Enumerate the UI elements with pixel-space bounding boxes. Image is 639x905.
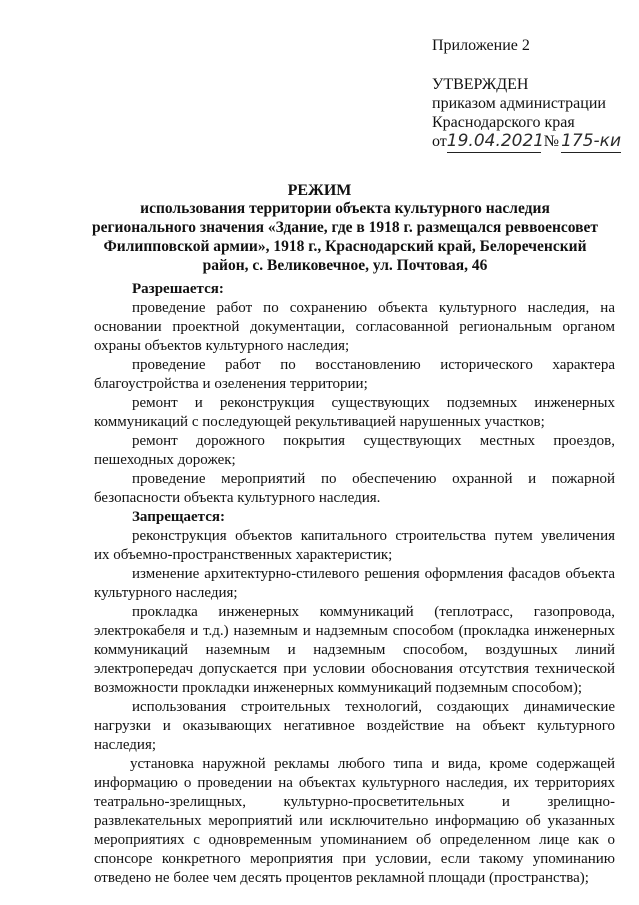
body-line: проведение работ по сохранению объекта культурного наследия, на: [132, 300, 615, 316]
body-line: безопасности объекта культурного наследия.: [94, 490, 381, 506]
date-number-line: [432, 131, 621, 153]
body-line: ремонт и реконструкция существующих подземных инженерных: [132, 395, 615, 411]
title-line-3: Филипповской армии», 1918 г., Краснодарский край, Белореченский: [103, 238, 587, 255]
body-line: отведено не более чем десять процентов рекламной площади (пространства);: [94, 870, 589, 886]
number-field: [561, 131, 621, 153]
body-line: нагрузки и оказывающих негативное воздействие на объект культурного: [94, 718, 615, 734]
body-line: театрально-зрелищных, культурно-просветительных и зрелищно-: [94, 794, 615, 810]
title-line-4: район, с. Великовечное, ул. Почтовая, 46: [202, 257, 488, 274]
body-line: ремонт дорожного покрытия существующих местных проездов,: [132, 433, 615, 449]
date-prefix: от: [432, 133, 447, 150]
body-line: пешеходных дорожек;: [94, 452, 236, 468]
body-line: охраны объектов культурного наследия;: [94, 338, 350, 354]
body-line: коммуникаций с последующей рекультивацией нарушенных участков;: [94, 414, 545, 430]
body-line: коммуникаций наземным и надземным способом, воздушных линий: [94, 642, 615, 658]
document-heading: РЕЖИМ: [287, 182, 352, 199]
body-line: благоустройства и озеленения территории;: [94, 376, 368, 392]
body-line: основании проектной документации, согласованной региональным органом: [94, 319, 615, 335]
handwritten-number: 175-ки: [561, 131, 621, 151]
body-line: мероприятиях с одновременным упоминанием об определенном лице как о: [94, 832, 615, 848]
body-line: информацию о проведении на объектах культурного наследия, их территориях: [94, 775, 615, 791]
body-line: прокладка инженерных коммуникаций (теплотрасс, газопровода,: [132, 604, 615, 620]
number-prefix: №: [543, 133, 560, 150]
handwritten-date: 19.04.2021: [446, 131, 545, 151]
date-field: [446, 131, 545, 153]
body-line: электрокабеля и т.д.) наземным и надземным способом (прокладка инженерных: [94, 623, 615, 639]
body-line: проведение работ по восстановлению исторического характера: [132, 357, 615, 373]
body-line: спонсоре конкретного мероприятия при условии, если такому упоминанию: [94, 851, 615, 867]
document-body: [94, 280, 615, 888]
body-line: изменение архитектурно-стилевого решения оформления фасадов объекта: [132, 566, 615, 582]
approved-label: УТВЕРЖДЕН: [432, 76, 529, 93]
appendix-label: Приложение 2: [432, 37, 530, 54]
section-permitted-heading: Разрешается:: [132, 281, 224, 297]
body-line: проведение мероприятий по обеспечению охранной и пожарной: [132, 471, 615, 487]
body-line: установка наружной рекламы любого типа и вида, кроме содержащей: [130, 756, 615, 772]
body-line: электропередач допускается при условии обоснования отсутствия технической: [94, 661, 615, 677]
section-prohibited-heading: Запрещается:: [132, 509, 226, 525]
order-line-2: Краснодарского края: [432, 114, 575, 131]
body-line: их объемно-пространственных характеристик;: [94, 547, 393, 563]
body-line: возможности прокладки инженерных коммуникаций подземным способом);: [94, 680, 583, 696]
title-line-2: регионального значения «Здание, где в 1918 г. размещался реввоенсовет: [92, 219, 598, 236]
order-line-1: приказом администрации: [432, 95, 606, 112]
body-line: культурного наследия;: [94, 585, 238, 601]
body-line: наследия;: [94, 737, 157, 753]
title-line-1: использования территории объекта культурного наследия: [140, 200, 550, 217]
body-line: использования строительных технологий, создающих динамические: [132, 699, 615, 715]
body-line: развлекательных мероприятий или исключительно информацию об указанных: [94, 813, 615, 829]
body-line: реконструкция объектов капитального строительства путем увеличения: [132, 528, 615, 544]
